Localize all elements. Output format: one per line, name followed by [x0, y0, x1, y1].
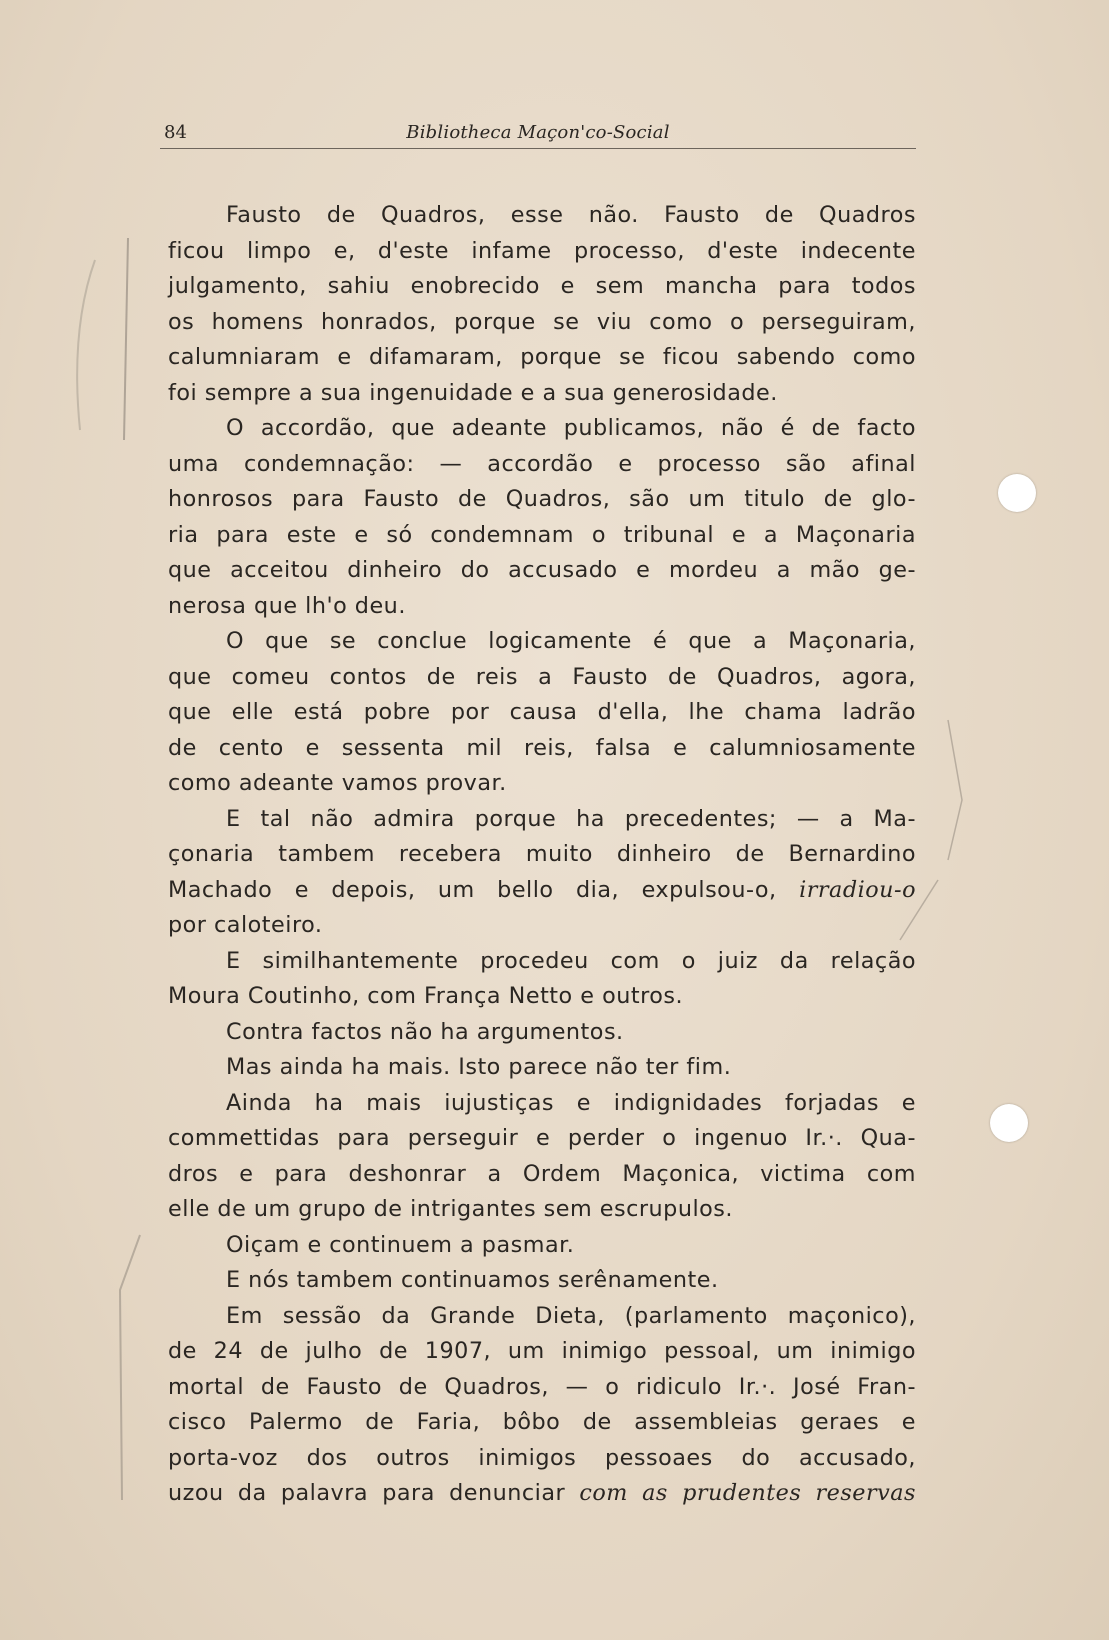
text-line: uma condemnação: — accordão e processo são afinal: [168, 450, 916, 477]
text-segment: uzou da palavra para denunciar: [168, 1480, 566, 1506]
text-line: E nós tambem continuamos serênamente.: [226, 1267, 719, 1293]
text-line: Ainda ha mais iujustiças e indignidades forjadas e: [226, 1089, 916, 1116]
text-line: como adeante vamos provar.: [168, 770, 507, 796]
page-header: [160, 118, 916, 149]
body-text: [168, 198, 916, 1512]
binding-hole-bottom: [990, 1104, 1028, 1142]
text-line: O que se conclue logicamente é que a Maçonaria,: [226, 628, 916, 654]
text-line: Fausto de Quadros, esse não. Fausto de Quadros: [226, 202, 916, 228]
text-line: que elle está pobre por causa d'ella, lhe chama ladrão: [168, 699, 916, 725]
text-line: çonaria tambem recebera muito dinheiro de Bernardino: [168, 841, 916, 867]
text-line: nerosa que lh'o deu.: [168, 592, 406, 619]
text-line: julgamento, sahiu enobrecido e sem mancha para todos: [168, 273, 916, 299]
text-line: E similhantemente procedeu com o juiz da relação: [226, 947, 916, 974]
text-segment: Machado e depois, um bello dia, expulsou-o,: [168, 876, 777, 903]
text-line: Mas ainda ha mais. Isto parece não ter fim.: [226, 1054, 732, 1080]
text-line: Moura Coutinho, com França Netto e outros.: [168, 983, 684, 1009]
binding-hole-top: [998, 474, 1036, 512]
text-line: ria para este e só condemnam o tribunal e a Maçonaria: [168, 521, 916, 548]
running-title: Bibliotheca Maçon'co-Social: [406, 122, 670, 143]
text-line: [168, 1476, 916, 1512]
text-line: elle de um grupo de intrigantes sem escrupulos.: [168, 1196, 734, 1222]
text-line: O accordão, que adeante publicamos, não é de facto: [226, 415, 916, 441]
text-line: ficou limpo e, d'este infame processo, d'este indecente: [168, 237, 916, 264]
text-line: mortal de Fausto de Quadros, — o ridiculo Ir.·. José Fran-: [168, 1373, 916, 1400]
text-line: os homens honrados, porque se viu como o perseguiram,: [168, 308, 916, 335]
text-line: [168, 873, 916, 909]
text-line: que acceitou dinheiro do accusado e mordeu a mão ge-: [168, 557, 916, 583]
text-line: por caloteiro.: [168, 912, 323, 938]
text-line: que comeu contos de reis a Fausto de Quadros, agora,: [168, 663, 916, 690]
text-line: honrosos para Fausto de Quadros, são um titulo de glo-: [168, 486, 916, 512]
text-line: calumniaram e difamaram, porque se ficou sabendo como: [168, 344, 916, 370]
text-line: de 24 de julho de 1907, um inimigo pessoal, um inimigo: [168, 1338, 916, 1364]
text-line: Contra factos não ha argumentos.: [226, 1018, 624, 1045]
text-line: Oiçam e continuem a pasmar.: [226, 1231, 575, 1258]
text-line: porta-voz dos outros inimigos pessoaes do accusado,: [168, 1444, 916, 1471]
text-line: foi sempre a sua ingenuidade e a sua generosidade.: [168, 379, 778, 406]
text-line: commettidas para perseguir e perder o ingenuo Ir.·. Qua-: [168, 1125, 916, 1151]
text-line: cisco Palermo de Faria, bôbo de assembleias geraes e: [168, 1409, 916, 1435]
italic-phrase: com as prudentes reservas: [579, 1480, 916, 1506]
text-line: dros e para deshonrar a Ordem Maçonica, victima com: [168, 1160, 916, 1187]
page-number: 84: [164, 122, 187, 143]
text-line: Em sessão da Grande Dieta, (parlamento maçonico),: [226, 1302, 916, 1329]
italic-phrase: irradiou-o: [799, 876, 916, 903]
text-line: de cento e sessenta mil reis, falsa e calumniosamente: [168, 734, 916, 761]
text-line: E tal não admira porque ha precedentes; — a Ma-: [226, 805, 916, 832]
